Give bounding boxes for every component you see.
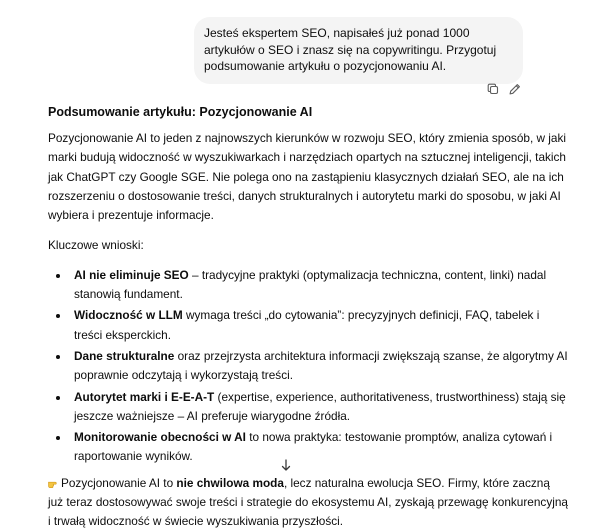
pointing-hand-icon — [48, 475, 59, 484]
list-item-text: – tradycyjne praktyki (optymalizacja techniczna, content, linki) nadal stanowią fundament. — [74, 267, 547, 302]
list-item — [70, 306, 568, 345]
list-item-bold: AI nie eliminuje SEO — [74, 267, 189, 282]
list-item-bold: Dane strukturalne — [74, 348, 175, 363]
list-item-text: to nowa praktyka: testowanie promptów, analiza cytowań i raportowanie wyników. — [74, 430, 553, 464]
scroll-to-bottom-button[interactable] — [279, 460, 293, 474]
list-item — [70, 428, 568, 467]
list-item-bold: Monitorowanie obecności w AI — [74, 430, 246, 445]
answer-intro: Pozycjonowanie AI to jeden z najnowszych kierunków w rozwoju SEO, który zmienia sposób, w jaki marki budują widoczność w wyszukiwarkach i narzędziach opartych na sztucznej inteligencji, takich jak ChatGPT czy Google SGE. Nie polega ono na zastąpieniu klasycznych działań SEO, ale na ich rozszerzeniu o dostosowanie treści, danych strukturalnych i autorytetu marki do sposobu, w jaki AI wybiera i prezentuje informacje. — [48, 131, 566, 223]
copy-icon[interactable] — [486, 82, 500, 96]
user-message-actions — [486, 82, 522, 96]
key-points-list — [48, 266, 568, 467]
answer-conclusion — [48, 474, 568, 532]
list-item-bold: Autorytet marki i E-E-A-T — [74, 389, 215, 404]
list-item — [70, 388, 568, 427]
list-item-text: wymaga treści „do cytowania”: precyzyjnych definicji, FAQ, tabelek i treści eksperckich. — [74, 308, 540, 342]
assistant-answer — [48, 104, 568, 532]
answer-heading: Podsumowanie artykułu: Pozycjonowanie AI — [48, 105, 313, 119]
list-item-text: (expertise, experience, authoritativeness, trustworthiness) stają się jeszcze ważniejsze – AI preferuje wiarygodne źródła. — [74, 389, 566, 423]
list-item — [70, 347, 568, 386]
list-item-bold: Widoczność w LLM — [74, 308, 183, 323]
list-item — [70, 266, 568, 305]
conclusion-bold: nie chwilowa moda — [176, 475, 284, 490]
answer-lead: Kluczowe wnioski: — [48, 238, 144, 253]
conclusion-post: , lecz naturalna ewolucja SEO. Firmy, które zaczną już teraz dostosowywać swoje treści i strategie do ekosystemu AI, zyskają przewagę konkurencyjną i trwałą widoczność w świecie wyszukiwania przyszłości. — [48, 475, 568, 529]
conclusion-pre: Pozycjonowanie AI to — [61, 475, 177, 490]
list-item-text: oraz przejrzysta architektura informacji zwiększają szanse, że algorytmy AI poprawnie odczytają i wykorzystają treści. — [74, 348, 568, 383]
pencil-icon[interactable] — [508, 82, 522, 96]
arrow-down-icon — [281, 458, 291, 476]
user-message-text: Jesteś ekspertem SEO, napisałeś już ponad 1000 artykułów o SEO i znasz się na copywritingu. Przygotuj podsumowanie artykułu o pozycjonowaniu AI. — [204, 26, 497, 73]
user-message-bubble — [194, 17, 523, 84]
